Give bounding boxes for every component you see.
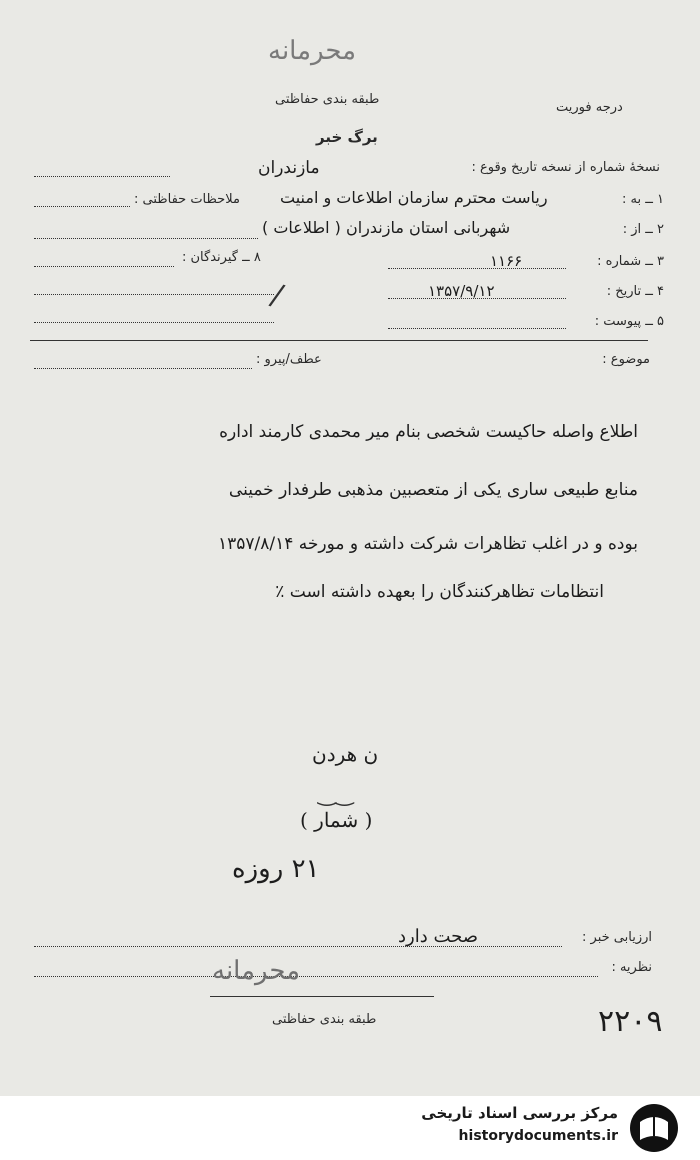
recipients-label: ۸ ــ گیرندگان : xyxy=(182,250,261,265)
number-label: ۳ ــ شماره : xyxy=(597,254,664,269)
handwritten-note-line-2: ( شمار ) xyxy=(300,808,373,832)
recipients-line-1 xyxy=(34,266,174,267)
classification-underline xyxy=(210,996,434,997)
body-line-2: منابع طبیعی ساری یکی از متعصبین مذهبی طرفدار خمینی xyxy=(228,480,638,500)
copy-number-row: نسخهٔ شماره از نسخه تاریخ وقوع : xyxy=(471,160,660,175)
to-label: ۱ ــ به : xyxy=(622,192,664,207)
archive-website: historydocuments.ir xyxy=(458,1128,618,1144)
confidential-stamp-bottom: محرمانه xyxy=(212,956,301,986)
subject-label: موضوع : xyxy=(602,352,650,367)
evaluation-line xyxy=(34,946,562,947)
from-value: شهربانی استان مازندران ( اطلاعات ) xyxy=(262,218,511,237)
evaluation-value: صحت دارد xyxy=(398,926,479,947)
body-line-4: انتظامات تظاهرکنندگان را بعهده داشته است ٪ xyxy=(275,582,604,602)
form-title: برگ خبر xyxy=(316,128,378,146)
attachment-label: ۵ ــ پیوست : xyxy=(594,314,664,329)
protective-notes-label: ملاحظات حفاظتی : xyxy=(134,192,240,207)
reference-line xyxy=(34,368,252,369)
recipients-line-2 xyxy=(34,294,274,295)
copy-row-handwriting: مازندران xyxy=(258,158,320,178)
reference-label: عطف/پیرو : xyxy=(256,352,322,367)
hand-mark-stroke: / xyxy=(266,277,288,314)
protective-notes-line xyxy=(34,206,130,207)
evaluation-label: ارزیابی خبر : xyxy=(582,930,652,945)
body-line-1: اطلاع واصله حاکیست شخصی بنام میر محمدی کارمند اداره xyxy=(219,422,638,442)
handwritten-note-line-1: ن هردن xyxy=(312,742,379,766)
side-archive-number: ۲۲۰۹ xyxy=(598,1004,663,1039)
archive-footer xyxy=(0,1096,700,1160)
opinion-line xyxy=(34,976,598,977)
body-line-3: بوده و در اغلب تظاهرات شرکت داشته و مورخه ۱۳۵۷/۸/۱۴ xyxy=(218,534,638,554)
handwritten-underline: ‿‿ xyxy=(318,782,354,807)
date-of-occurrence-line xyxy=(34,176,170,177)
from-extra-line xyxy=(34,238,258,239)
classification-label-bottom: طبقه بندی حفاظتی xyxy=(272,1012,377,1027)
confidential-stamp-top: محرمانه xyxy=(268,36,357,66)
number-value: ۱۱۶۶ xyxy=(490,252,523,270)
to-value: ریاست محترم سازمان اطلاعات و امنیت xyxy=(280,188,548,207)
classification-label-top: طبقه بندی حفاظتی xyxy=(275,92,380,107)
opinion-label: نظریه : xyxy=(611,960,652,975)
date-label: ۴ ــ تاریخ : xyxy=(606,284,664,299)
attachment-line xyxy=(388,328,566,329)
header-divider xyxy=(30,340,648,341)
date-value: ۱۳۵۷/۹/۱۲ xyxy=(428,282,495,300)
number-line xyxy=(388,268,566,269)
handwritten-note-line-3: ۲۱ روزه xyxy=(232,854,320,884)
from-label: ۲ ــ از : xyxy=(622,222,664,237)
archive-org-name: مرکز بررسی اسناد تاریخی xyxy=(421,1104,618,1122)
archive-logo-icon xyxy=(628,1102,680,1154)
recipients-line-3 xyxy=(34,322,274,323)
urgency-label: درجه فوریت xyxy=(556,100,623,115)
